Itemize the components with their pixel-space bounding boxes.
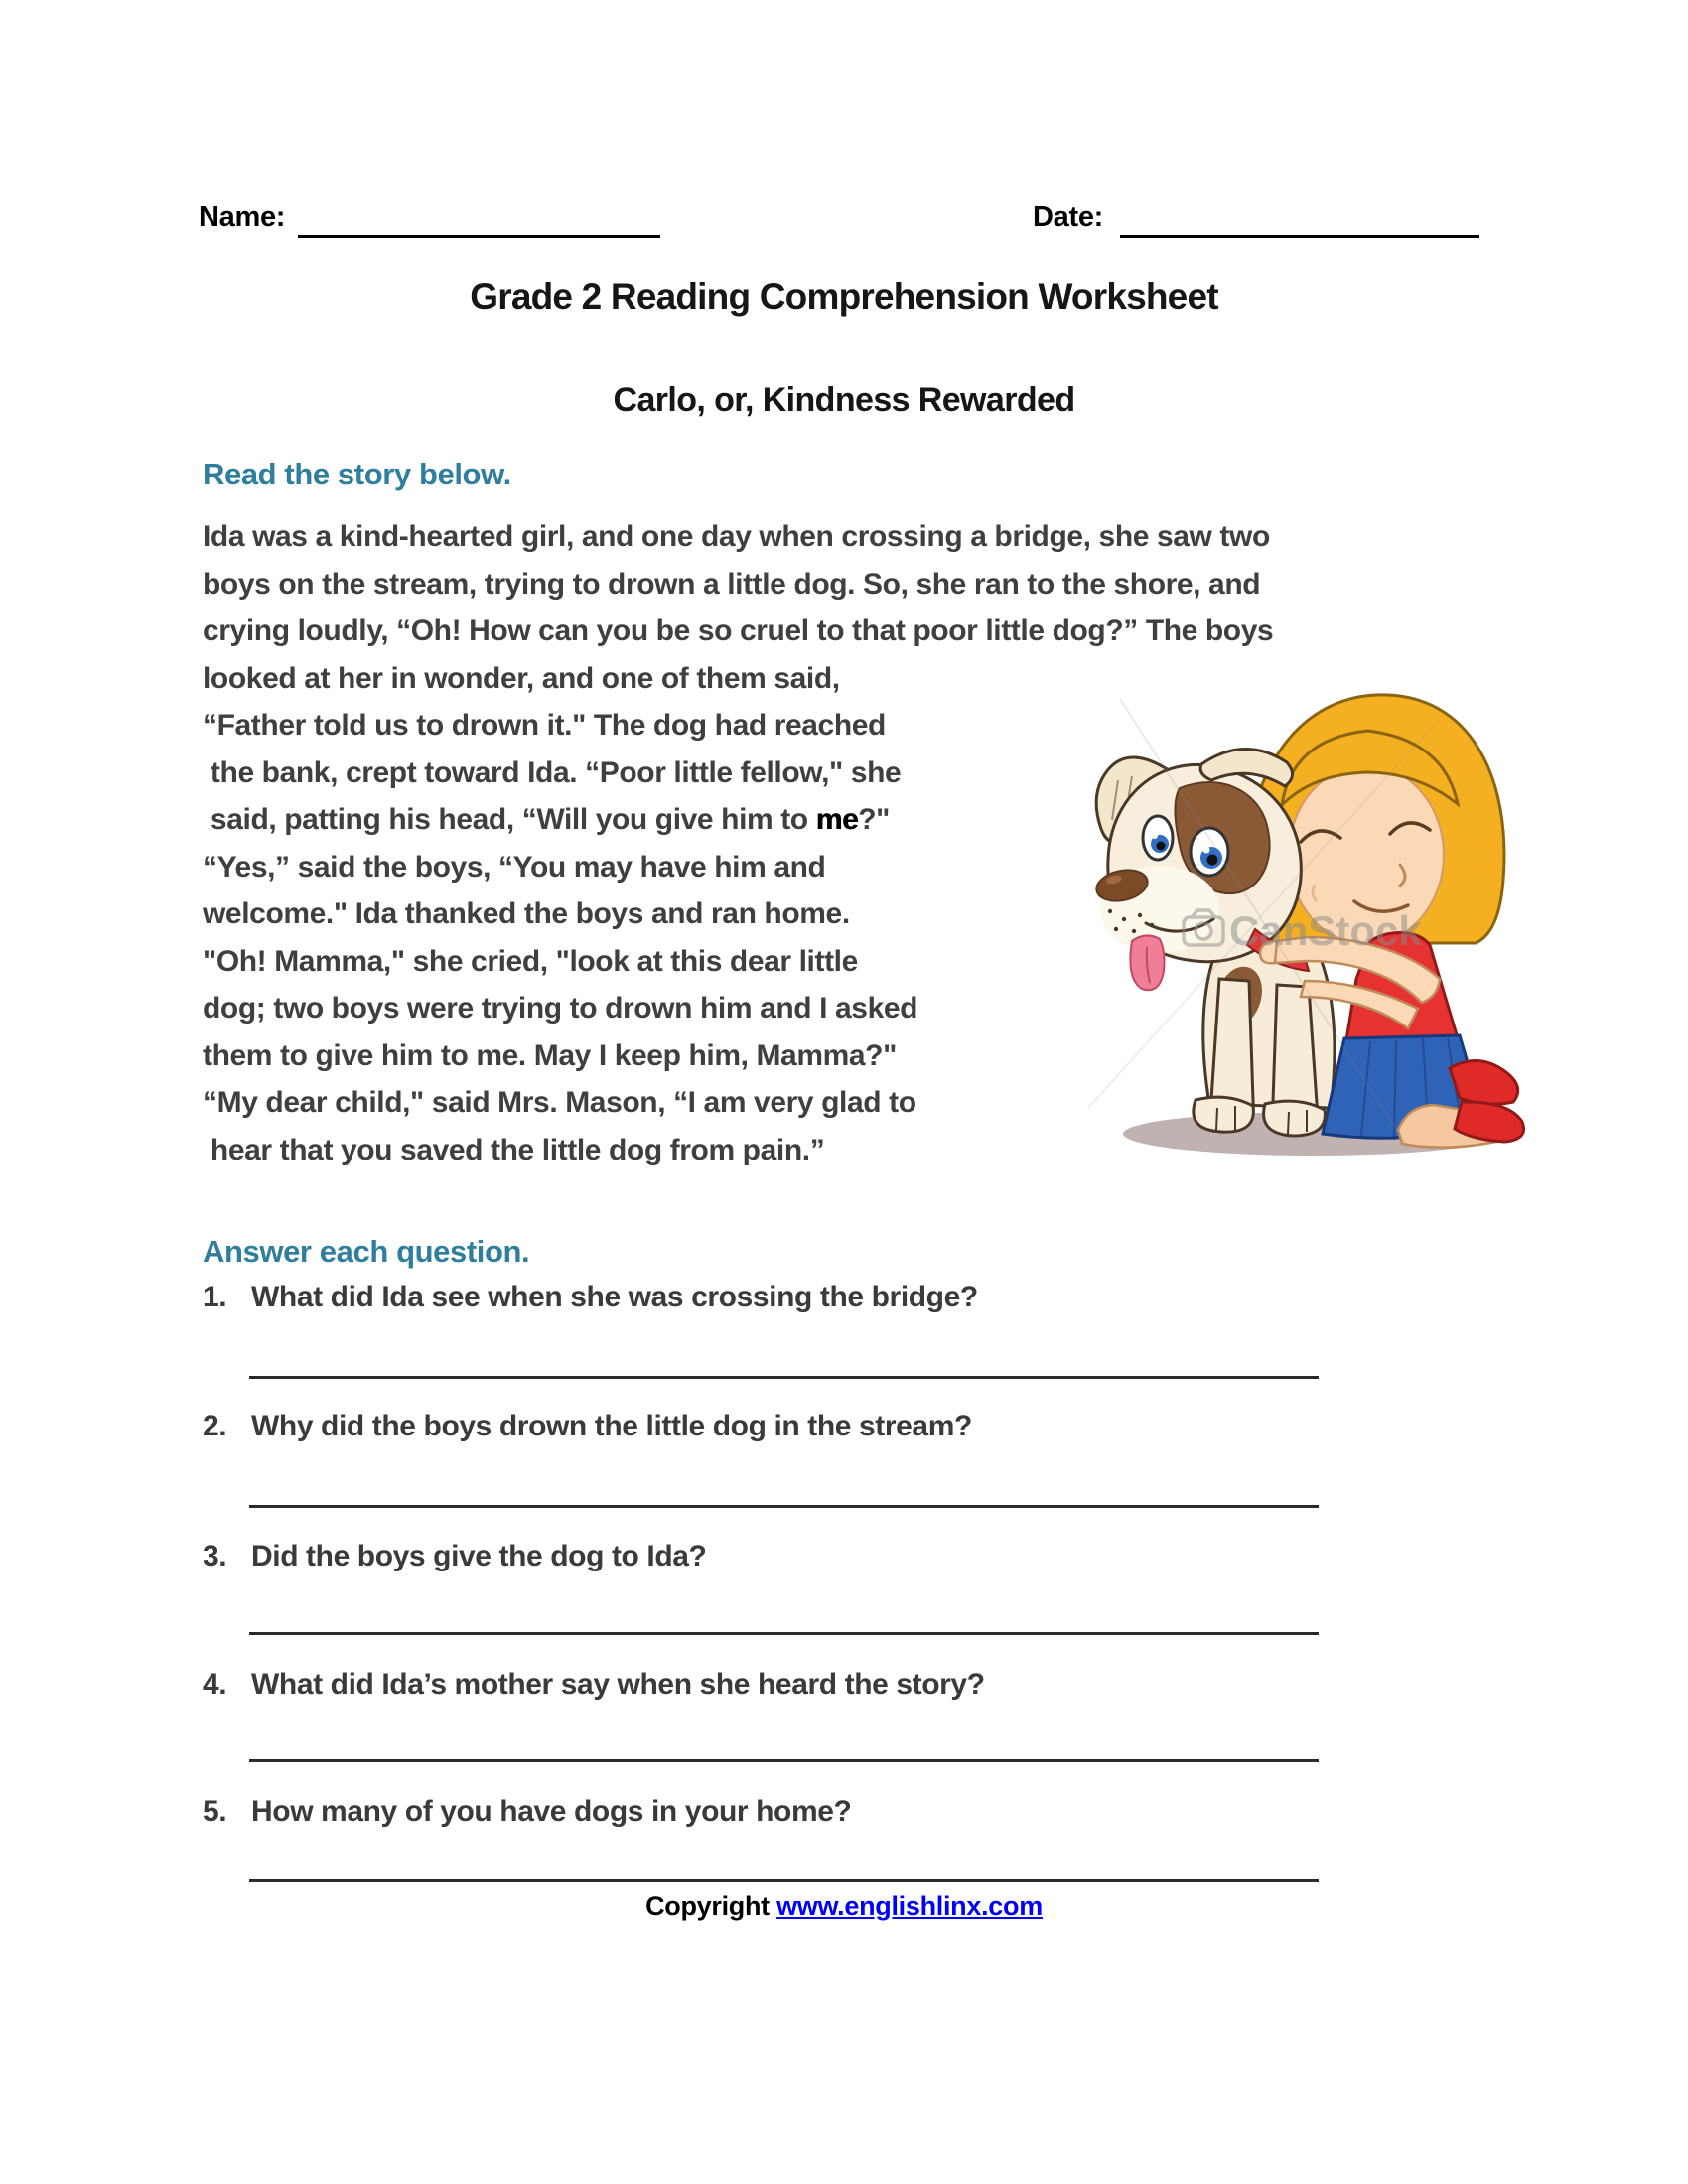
story-line: welcome." Ida thanked the boys and ran home.	[203, 897, 850, 930]
question-text: Did the boys give the dog to Ida?	[251, 1540, 707, 1572]
name-label: Name:	[199, 202, 286, 233]
girl-hugging-dog-illustration	[1080, 681, 1532, 1169]
question-1	[203, 1281, 978, 1314]
watermark-text: CanStock	[1229, 907, 1422, 954]
answer-line-3	[249, 1632, 1319, 1635]
question-text: What did Ida’s mother say when she heard the story?	[251, 1668, 985, 1701]
story-line: “Yes,” said the boys, “You may have him and	[203, 850, 826, 884]
story-line: boys on the stream, trying to drown a little dog. So, she ran to the shore, and	[203, 567, 1261, 601]
story-line: "Oh! Mamma," she cried, "look at this dear little	[203, 944, 858, 978]
question-number: 4.	[203, 1668, 227, 1701]
dog-left-eye	[1143, 816, 1173, 860]
story-line: “Father told us to drown it." The dog had reached	[203, 709, 886, 742]
name-blank-line	[298, 203, 660, 238]
question-2	[203, 1410, 972, 1443]
question-text: Why did the boys drown the little dog in the stream?	[251, 1410, 972, 1442]
story-line: Ida was a kind-hearted girl, and one day when crossing a bridge, she saw two	[203, 520, 1270, 553]
copyright-label: Copyright	[645, 1891, 777, 1921]
date-blank-line	[1120, 203, 1479, 238]
copyright-line	[0, 1891, 1688, 1922]
question-number: 2.	[203, 1410, 227, 1442]
story-line: hear that you saved the little dog from pain.”	[203, 1133, 825, 1166]
story-line: dog; two boys were trying to drown him and I asked	[203, 992, 918, 1024]
story-line: them to give him to me. May I keep him, Mamma?"	[203, 1038, 897, 1072]
dog-right-eye	[1191, 828, 1228, 876]
read-story-heading: Read the story below.	[203, 457, 511, 491]
question-3	[203, 1540, 706, 1573]
story-line: looked at her in wonder, and one of them said,	[203, 661, 840, 695]
question-number: 3.	[203, 1540, 227, 1572]
question-number: 1.	[203, 1281, 227, 1313]
page-title: Grade 2 Reading Comprehension Worksheet	[470, 276, 1218, 317]
question-text: What did Ida see when she was crossing the bridge?	[251, 1281, 978, 1313]
question-number: 5.	[203, 1795, 227, 1828]
question-5	[203, 1795, 851, 1829]
answer-line-2	[249, 1505, 1319, 1508]
story-line: “My dear child," said Mrs. Mason, “I am very glad to	[203, 1086, 916, 1119]
answer-line-4	[249, 1759, 1319, 1762]
answer-line-1	[249, 1376, 1319, 1379]
question-4	[203, 1668, 985, 1702]
date-label: Date:	[1033, 202, 1104, 233]
englishlinx-link[interactable]: www.englishlinx.com	[776, 1891, 1043, 1921]
question-text: How many of you have dogs in your home?	[251, 1795, 852, 1828]
story-line: the bank, crept toward Ida. “Poor little fellow," she	[203, 755, 902, 789]
story-title: Carlo, or, Kindness Rewarded	[613, 381, 1075, 419]
story-line: crying loudly, “Oh! How can you be so cruel to that poor little dog?” The boys	[203, 614, 1274, 647]
story-line: said, patting his head, “Will you give him to me?"	[203, 803, 890, 836]
girl-shoe-top	[1450, 1060, 1518, 1104]
answer-questions-heading: Answer each question.	[203, 1234, 530, 1269]
answer-line-5	[249, 1879, 1319, 1882]
